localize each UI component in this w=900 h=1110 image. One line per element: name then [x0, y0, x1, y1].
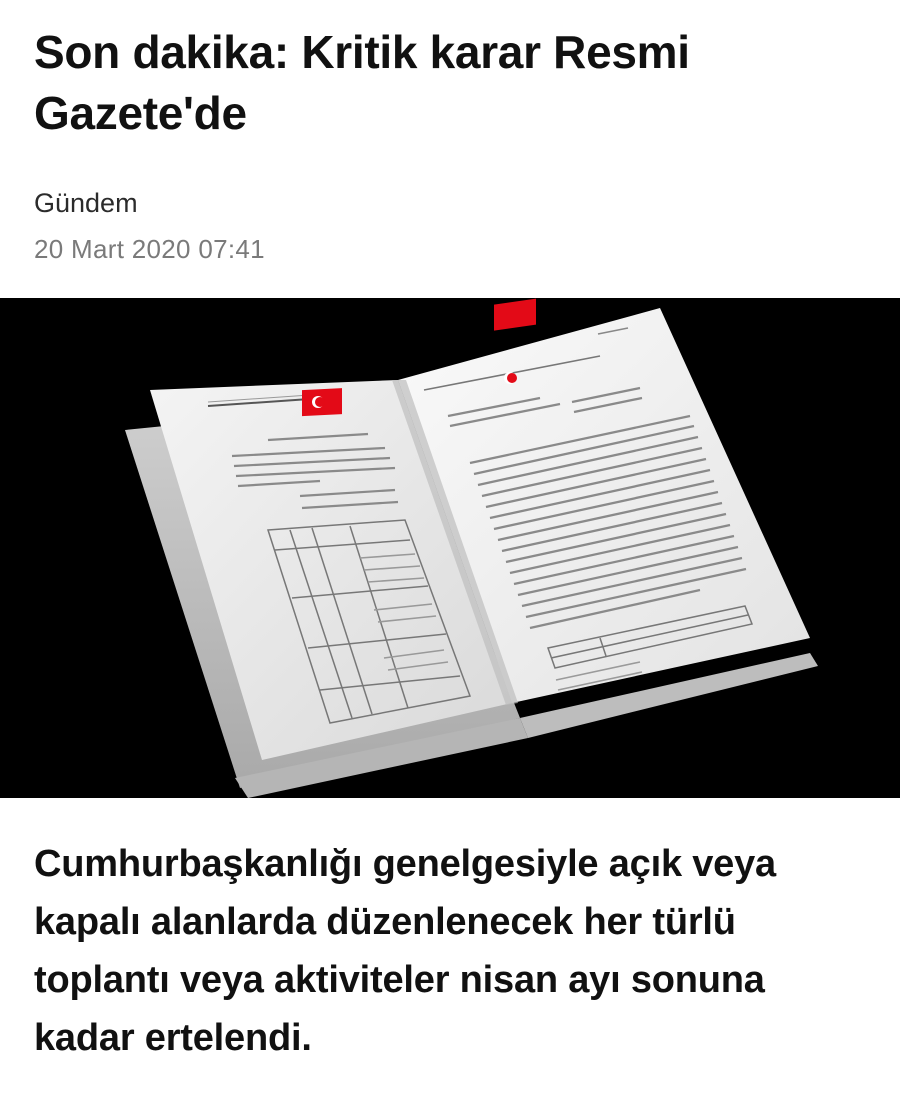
- article-summary: Cumhurbaşkanlığı genelgesiyle açık veya kapalı alanlarda düzenlenecek her türlü toplantı veya aktiviteler nisan ayı sonuna kadar ertelendi.: [34, 843, 776, 1059]
- article-hero-image: [0, 298, 900, 798]
- official-gazette-photo-icon: [0, 298, 900, 798]
- article-category[interactable]: Gündem: [34, 188, 138, 218]
- article-timestamp: 20 Mart 2020 07:41: [34, 234, 265, 264]
- article-headline: Son dakika: Kritik karar Resmi Gazete'de: [34, 26, 690, 139]
